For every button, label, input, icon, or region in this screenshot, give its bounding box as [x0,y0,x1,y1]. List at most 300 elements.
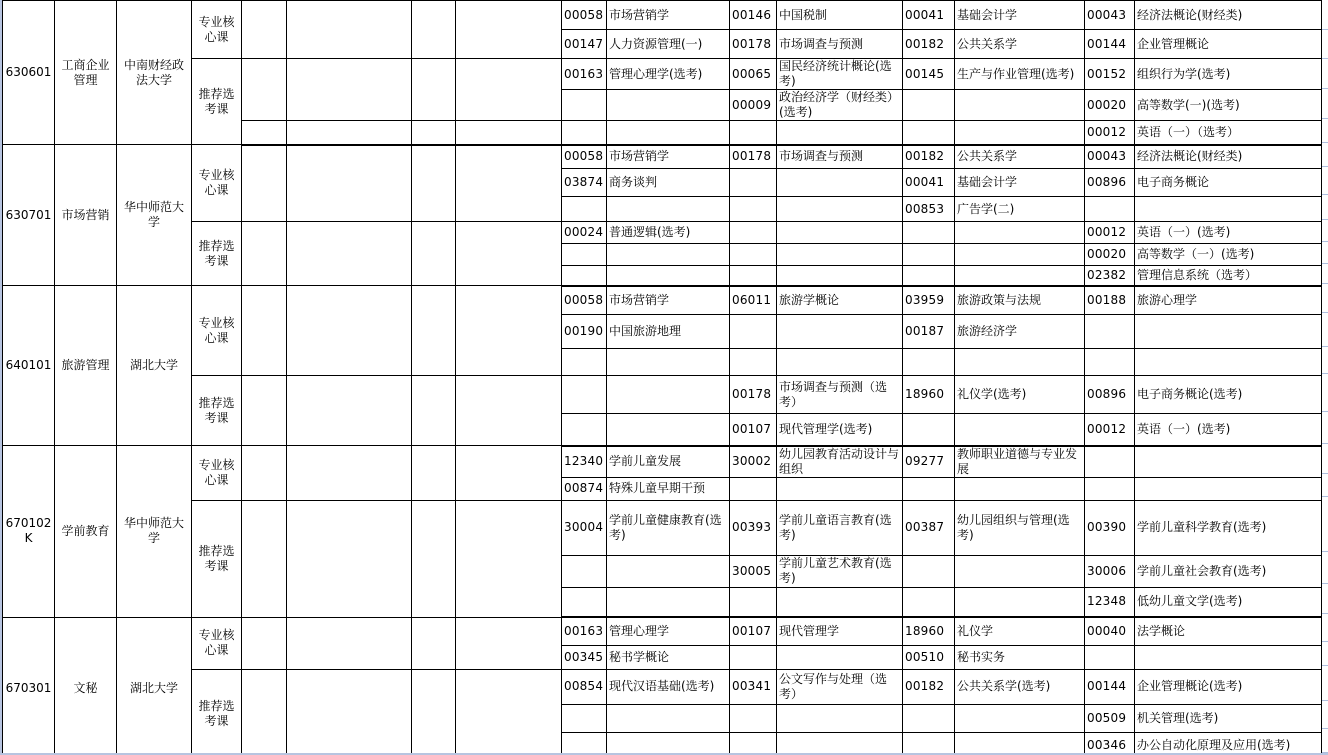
course-code-cell: 30006 [1085,555,1135,587]
empty-course-code-cell [730,587,777,617]
empty-course-name-cell [777,169,903,197]
empty-slot-cell [242,59,287,121]
course-code-cell: 00345 [562,645,607,669]
right-gridline-stub [1322,166,1328,167]
table-row [3,286,1322,315]
empty-course-code-cell [903,414,955,446]
course-name-cell: 公共关系学(选考) [955,669,1085,704]
empty-course-code-cell [562,704,607,732]
empty-course-name-cell [955,414,1085,446]
right-gridline-stub [1322,241,1328,242]
course-code-cell: 00012 [1085,121,1135,145]
empty-slot-cell [456,446,562,501]
course-code-cell: 00058 [562,145,607,169]
right-gridline-stub [1322,700,1328,701]
course-code-cell: 00341 [730,669,777,704]
empty-slot-cell [412,59,456,121]
empty-course-name-cell [1135,315,1322,349]
course-code-cell: 00147 [562,30,607,59]
course-code-cell: 00163 [562,617,607,645]
course-code-cell: 00144 [1085,30,1135,59]
course-name-cell: 管理心理学 [607,617,730,645]
course-name-cell: 商务谈判 [607,169,730,197]
course-name-cell: 市场调查与预测（选考） [777,376,903,414]
course-name-cell: 基础会计学 [955,169,1085,197]
empty-course-code-cell [903,244,955,266]
course-code-cell: 12340 [562,446,607,478]
right-gridline-stub [1322,283,1328,284]
empty-course-code-cell [903,704,955,732]
course-code-cell: 00146 [730,1,777,30]
empty-course-name-cell [955,90,1085,121]
university-cell: 华中师范大学 [117,446,192,618]
empty-course-name-cell [777,121,903,145]
course-name-cell: 法学概论 [1135,617,1322,645]
course-code-cell: 00182 [903,145,955,169]
course-name-cell: 幼儿园组织与管理(选考) [955,500,1085,555]
empty-course-code-cell [1085,315,1135,349]
right-gridline-stub [1322,728,1328,729]
empty-slot-cell [287,222,412,286]
course-code-cell: 30002 [730,446,777,478]
empty-course-name-cell [1135,477,1322,500]
empty-slot-cell [412,617,456,669]
empty-slot-cell [287,1,412,59]
course-name-cell: 旅游心理学 [1135,286,1322,315]
course-name-cell: 企业管理概论 [1135,30,1322,59]
university-cell: 华中师范大学 [117,145,192,286]
empty-course-code-cell [730,315,777,349]
course-name-cell: 电子商务概论(选考) [1135,376,1322,414]
course-code-cell: 00509 [1085,704,1135,732]
right-gridline-stub [1322,118,1328,119]
empty-course-name-cell [955,349,1085,376]
table-row [3,376,1322,414]
major-name-cell: 旅游管理 [55,286,117,446]
course-code-cell: 18960 [903,376,955,414]
empty-course-name-cell [607,732,730,755]
course-code-cell: 00012 [1085,222,1135,244]
course-name-cell: 现代管理学 [777,617,903,645]
university-cell: 湖北大学 [117,286,192,446]
empty-slot-cell [242,222,287,286]
empty-course-code-cell [562,555,607,587]
empty-course-name-cell [777,222,903,244]
course-code-cell: 00346 [1085,732,1135,755]
empty-slot-cell [412,669,456,755]
empty-course-code-cell [562,414,607,446]
course-code-cell: 00393 [730,500,777,555]
course-name-cell: 市场营销学 [607,1,730,30]
right-gridline-stub [1322,551,1328,552]
empty-course-code-cell [730,121,777,145]
course-name-cell: 旅游学概论 [777,286,903,315]
empty-slot-cell [412,376,456,446]
empty-slot-cell [287,121,412,145]
course-name-cell: 高等数学(一)(选考) [1135,90,1322,121]
course-name-cell: 学前儿童社会教育(选考) [1135,555,1322,587]
empty-course-code-cell [730,222,777,244]
course-code-cell: 00043 [1085,145,1135,169]
empty-course-name-cell [777,732,903,755]
course-code-cell: 00152 [1085,59,1135,90]
empty-course-code-cell [562,197,607,222]
empty-slot-cell [242,1,287,59]
empty-course-code-cell [562,587,607,617]
course-code-cell: 00020 [1085,244,1135,266]
university-cell: 中南财经政法大学 [117,1,192,145]
empty-course-name-cell [955,555,1085,587]
right-gridline-stub [1322,752,1328,753]
course-name-cell: 英语（一）（选考） [1135,121,1322,145]
course-code-cell: 00182 [903,669,955,704]
empty-slot-cell [287,669,412,755]
empty-course-code-cell [730,266,777,286]
right-gridline-stub [1322,312,1328,313]
course-type-cell: 推荐选考课 [192,59,242,145]
course-name-cell: 特殊儿童早期干预 [607,477,730,500]
empty-course-name-cell [955,222,1085,244]
empty-course-code-cell [1085,197,1135,222]
course-code-cell: 06011 [730,286,777,315]
empty-course-code-cell [903,121,955,145]
course-code-cell: 30004 [562,500,607,555]
course-name-cell: 低幼儿童文学(选考) [1135,587,1322,617]
course-code-cell: 00390 [1085,500,1135,555]
right-gridline-stub [1322,373,1328,374]
major-code-cell: 630601 [3,1,55,145]
table-row [3,446,1322,478]
right-gridline-stub [1322,496,1328,497]
course-code-cell: 30005 [730,555,777,587]
course-type-cell: 专业核心课 [192,1,242,59]
empty-course-name-cell [955,587,1085,617]
right-gridline-stub [1322,583,1328,584]
empty-slot-cell [287,617,412,669]
course-name-cell: 电子商务概论 [1135,169,1322,197]
course-name-cell: 现代管理学(选考) [777,414,903,446]
empty-course-code-cell [562,349,607,376]
empty-course-name-cell [777,266,903,286]
empty-course-name-cell [1135,446,1322,478]
empty-course-code-cell [1085,477,1135,500]
empty-slot-cell [456,222,562,286]
course-name-cell: 广告学(二) [955,197,1085,222]
course-name-cell: 秘书学概论 [607,645,730,669]
course-code-cell: 00896 [1085,169,1135,197]
course-name-cell: 经济法概论(财经类) [1135,1,1322,30]
empty-course-name-cell [1135,349,1322,376]
empty-slot-cell [456,59,562,121]
empty-slot-cell [287,286,412,376]
major-name-cell: 工商企业管理 [55,1,117,145]
empty-course-code-cell [903,732,955,755]
course-name-cell: 管理信息系统（选考） [1135,266,1322,286]
empty-course-name-cell [777,477,903,500]
course-name-cell: 中国旅游地理 [607,315,730,349]
empty-course-name-cell [777,349,903,376]
empty-slot-cell [242,617,287,669]
course-name-cell: 高等数学（一）(选考) [1135,244,1322,266]
empty-course-code-cell [730,197,777,222]
empty-course-code-cell [1085,645,1135,669]
right-gridline-stub [1322,88,1328,89]
table-row [3,617,1322,645]
course-name-cell: 市场营销学 [607,286,730,315]
university-cell: 湖北大学 [117,617,192,755]
empty-course-name-cell [607,376,730,414]
course-code-cell: 00041 [903,169,955,197]
course-code-cell: 00145 [903,59,955,90]
empty-slot-cell [242,121,287,145]
empty-course-name-cell [955,121,1085,145]
table-row [3,500,1322,555]
table-row [3,145,1322,169]
course-code-cell: 00020 [1085,90,1135,121]
empty-slot-cell [287,145,412,222]
empty-course-name-cell [607,90,730,121]
empty-slot-cell [456,121,562,145]
empty-course-code-cell [1085,446,1135,478]
empty-course-code-cell [903,266,955,286]
course-code-cell: 00853 [903,197,955,222]
course-name-cell: 幼儿园教育活动设计与组织 [777,446,903,478]
course-type-cell: 专业核心课 [192,446,242,501]
course-name-cell: 国民经济统计概论(选考) [777,59,903,90]
course-name-cell: 学前儿童艺术教育(选考) [777,555,903,587]
empty-course-name-cell [777,645,903,669]
course-code-cell: 00065 [730,59,777,90]
course-name-cell: 学前儿童科学教育(选考) [1135,500,1322,555]
course-code-cell: 00107 [730,617,777,645]
empty-slot-cell [456,376,562,446]
course-code-cell: 02382 [1085,266,1135,286]
course-type-cell: 推荐选考课 [192,222,242,286]
empty-course-code-cell [562,266,607,286]
major-name-cell: 市场营销 [55,145,117,286]
empty-course-name-cell [607,244,730,266]
course-code-cell: 18960 [903,617,955,645]
course-name-cell: 学前儿童语言教育(选考) [777,500,903,555]
course-code-cell: 00178 [730,30,777,59]
empty-course-code-cell [903,222,955,244]
course-code-cell: 00874 [562,477,607,500]
course-code-cell: 03874 [562,169,607,197]
major-code-cell: 670102K [3,446,55,618]
course-name-cell: 普通逻辑(选考) [607,222,730,244]
course-type-cell: 推荐选考课 [192,669,242,755]
course-name-cell: 礼仪学(选考) [955,376,1085,414]
empty-slot-cell [456,500,562,617]
empty-slot-cell [412,121,456,145]
empty-course-code-cell [730,704,777,732]
empty-slot-cell [242,145,287,222]
course-code-cell: 00058 [562,1,607,30]
course-code-cell: 00043 [1085,1,1135,30]
course-name-cell: 公文写作与处理（选考） [777,669,903,704]
course-type-cell: 专业核心课 [192,286,242,376]
course-name-cell: 礼仪学 [955,617,1085,645]
empty-slot-cell [287,500,412,617]
course-code-cell: 00178 [730,145,777,169]
empty-course-code-cell [903,90,955,121]
major-name-cell: 学前教育 [55,446,117,618]
table-row [3,59,1322,90]
course-code-cell: 12348 [1085,587,1135,617]
course-name-cell: 企业管理概论(选考) [1135,669,1322,704]
course-schedule-table [2,0,1322,755]
course-type-cell: 推荐选考课 [192,500,242,617]
course-name-cell: 基础会计学 [955,1,1085,30]
empty-course-code-cell [1085,349,1135,376]
course-name-cell: 市场营销学 [607,145,730,169]
empty-course-name-cell [955,732,1085,755]
course-code-cell: 03959 [903,286,955,315]
course-code-cell: 00040 [1085,617,1135,645]
course-code-cell: 00187 [903,315,955,349]
empty-course-name-cell [1135,645,1322,669]
empty-course-code-cell [562,90,607,121]
empty-course-code-cell [903,477,955,500]
right-gridline-stub [1322,194,1328,195]
course-name-cell: 现代汉语基础(选考) [607,669,730,704]
empty-course-code-cell [730,645,777,669]
empty-slot-cell [412,500,456,617]
course-code-cell: 00163 [562,59,607,90]
course-code-cell: 00024 [562,222,607,244]
right-gridline-stub [1322,443,1328,444]
course-name-cell: 公共关系学 [955,145,1085,169]
empty-slot-cell [412,1,456,59]
empty-course-name-cell [607,266,730,286]
course-code-cell: 00190 [562,315,607,349]
course-code-cell: 00182 [903,30,955,59]
course-name-cell: 办公自动化原理及应用(选考) [1135,732,1322,755]
right-gridline-stub [1322,473,1328,474]
course-name-cell: 机关管理(选考) [1135,704,1322,732]
empty-course-code-cell [730,349,777,376]
right-gridline-stub [1322,346,1328,347]
course-name-cell: 人力资源管理(一) [607,30,730,59]
empty-slot-cell [456,145,562,222]
empty-slot-cell [242,500,287,617]
major-code-cell: 670301 [3,617,55,755]
empty-course-name-cell [607,349,730,376]
right-gridline-stub [1322,219,1328,220]
course-code-cell: 00144 [1085,669,1135,704]
course-code-cell: 00896 [1085,376,1135,414]
course-name-cell: 生产与作业管理(选考) [955,59,1085,90]
course-code-cell: 00178 [730,376,777,414]
empty-course-code-cell [730,169,777,197]
empty-course-code-cell [903,587,955,617]
empty-course-name-cell [607,555,730,587]
empty-course-code-cell [562,376,607,414]
course-code-cell: 09277 [903,446,955,478]
empty-course-name-cell [777,315,903,349]
empty-slot-cell [287,446,412,501]
course-name-cell: 政治经济学（财经类）(选考) [777,90,903,121]
right-gridline-stub [1322,142,1328,143]
course-name-cell: 英语（一）(选考) [1135,222,1322,244]
empty-slot-cell [287,59,412,121]
right-gridline-stub [1322,641,1328,642]
empty-slot-cell [242,446,287,501]
right-gridline-stub [1322,665,1328,666]
empty-course-name-cell [1135,197,1322,222]
course-code-cell: 00012 [1085,414,1135,446]
course-name-cell: 旅游政策与法规 [955,286,1085,315]
empty-slot-cell [412,286,456,376]
empty-slot-cell [456,669,562,755]
right-gridline-stub [1322,411,1328,412]
course-type-cell: 专业核心课 [192,617,242,669]
empty-course-code-cell [730,732,777,755]
course-name-cell: 学前儿童健康教育(选考) [607,500,730,555]
empty-course-name-cell [607,704,730,732]
empty-course-code-cell [903,349,955,376]
course-name-cell: 秘书实务 [955,645,1085,669]
empty-course-name-cell [607,587,730,617]
empty-slot-cell [287,376,412,446]
course-name-cell: 教师职业道德与专业发展 [955,446,1085,478]
empty-course-code-cell [562,244,607,266]
empty-course-name-cell [955,704,1085,732]
empty-slot-cell [456,286,562,376]
major-name-cell: 文秘 [55,617,117,755]
course-name-cell: 组织行为学(选考) [1135,59,1322,90]
course-code-cell: 00009 [730,90,777,121]
empty-course-name-cell [955,477,1085,500]
table-row [3,1,1322,30]
empty-course-code-cell [730,244,777,266]
course-name-cell: 经济法概论(财经类) [1135,145,1322,169]
empty-slot-cell [456,1,562,59]
right-gridline-stub [1322,263,1328,264]
empty-slot-cell [456,617,562,669]
course-name-cell: 旅游经济学 [955,315,1085,349]
empty-slot-cell [242,286,287,376]
empty-slot-cell [242,376,287,446]
course-name-cell: 市场调查与预测 [777,30,903,59]
course-code-cell: 00107 [730,414,777,446]
major-code-cell: 630701 [3,145,55,286]
empty-course-name-cell [955,244,1085,266]
empty-course-code-cell [730,477,777,500]
empty-course-code-cell [562,732,607,755]
empty-slot-cell [242,669,287,755]
empty-course-name-cell [607,197,730,222]
table-row [3,669,1322,704]
course-type-cell: 专业核心课 [192,145,242,222]
course-name-cell: 英语（一）(选考) [1135,414,1322,446]
course-name-cell: 公共关系学 [955,30,1085,59]
empty-slot-cell [412,446,456,501]
empty-course-code-cell [562,121,607,145]
empty-course-name-cell [777,704,903,732]
empty-course-code-cell [903,555,955,587]
table-row [3,222,1322,244]
course-name-cell: 中国税制 [777,1,903,30]
right-gridline-stub [1322,58,1328,59]
course-type-cell: 推荐选考课 [192,376,242,446]
course-name-cell: 市场调查与预测 [777,145,903,169]
left-gridline-edge [0,0,2,755]
right-gridline-stub [1322,613,1328,614]
empty-course-name-cell [955,266,1085,286]
major-code-cell: 640101 [3,286,55,446]
empty-course-name-cell [777,197,903,222]
